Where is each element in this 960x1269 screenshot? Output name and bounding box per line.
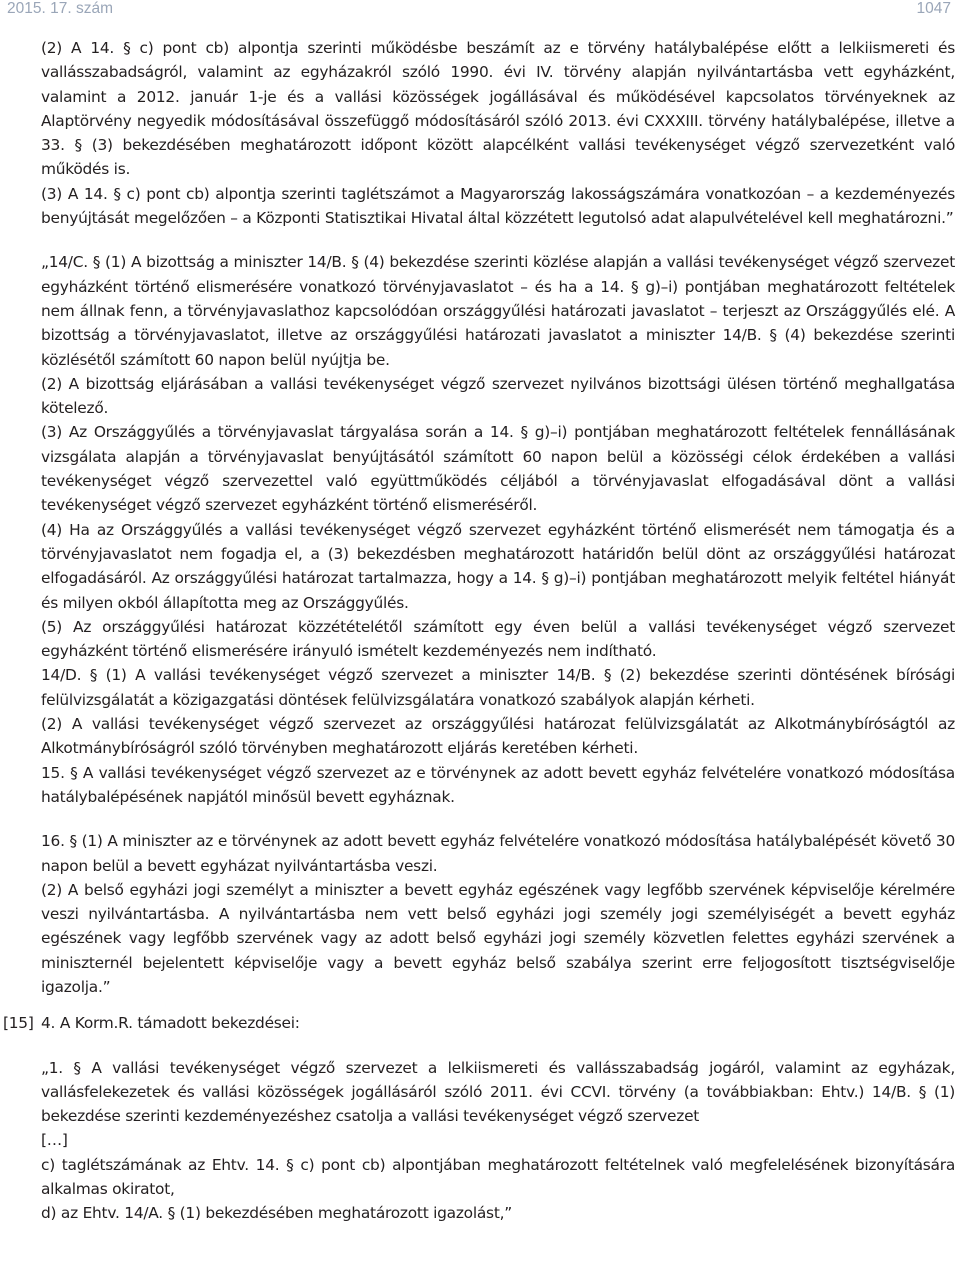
paragraph-16-2: (2) A belső egyházi jogi személyt a miniszter a bevett egyház egészének vagy legfőbb szervének képviselője kérelmére veszi nyilvántartásba. A nyilvántartásba nem vett belső egyházi jogi személy jogi személyiségét a bevett egyház egészének vagy legfőbb szervének vagy az adott belső egyházi jogi személy közvetlen felettes egyházi szervének a miniszternél bejelentett képviselője vagy a bevett egyház belső szabálya szerint erre feljogosított tisztségviselője igazolja.” [41,880,955,996]
paragraph-14b-2: (2) A 14. § c) pont cb) alpontja szerinti működésbe beszámít az e törvény hatálybalépése előtt a lelkiismereti és vallásszabadságról, valamint az egyházakról szóló 1990. évi IV. törvény alapján nyilvántartásba vett egyházként, valamint a 2012. január 1-je és a vallási közösségek jogállásával és működésével kapcsolatos törvényeknek az Alaptörvény negyedik módosításával összefüggő módosításáról szóló 2013. évi CXXXIII. törvény hatálybalépése, illetve a 33. § (3) bekezdésében meghatározott időpont között alapcélként vallási tevékenységet végző szervezetként való működés is. [41,39,955,179]
document-body [3,36,955,1226]
page-number: 1047 [916,0,951,17]
paragraph-14d-2: (2) A vallási tevékenységet végző szervezet az országgyűlési határozat felülvizsgálatát az Alkotmánybíróságtól az Alkotmánybíróságról szóló törvényben meghatározott eljárás keretében kérheti. [41,715,955,758]
paragraph-15: 15. § A vallási tevékenységet végző szervezet az e törvénynek az adott bevett egyház felvételére vonatkozó módosítása hatálybalépésének napjától minősül bevett egyháznak. [41,763,955,806]
paragraph-16-1: 16. § (1) A miniszter az e törvénynek az adott bevett egyház felvételére vonatkozó módosítása hatálybalépését követő 30 napon belül a bevett egyházat nyilvántartásba veszi. [41,832,955,875]
paragraph-14c-5: (5) Az országgyűlési határozat közzétételétől számított egy éven belül a vallási tevékenységet végző szervezet egyházként történő elismerésére irányuló ismételt kezdeményezés nem indítható. [41,617,955,661]
quoted-point-d: d) az Ehtv. 14/A. § (1) bekezdésében meghatározott igazolást,” [41,1204,512,1223]
paragraph-14d-1: 14/D. § (1) A vallási tevékenységet végző szervezet a miniszter 14/B. § (2) bekezdése szerinti döntésének bírósági felülvizsgálatát a közigazgatási döntések felülvizsgálatára vonatkozó szabályok alapján kérheti. [41,666,955,709]
quoted-paragraph-1: „1. § A vallási tevékenységet végző szervezet a lelkiismereti és vallásszabadság jogáról, valamint az egyházak, vallásfelekezetek és vallási közösségek jogállásáról szóló 2011. évi CCVI. törvény (a továbbiakban: Ehtv.) 14/B. § (1) bekezdése szerinti kezdeményezéshez csatolja a vallási tevékenységet végző szervezet [41,1058,955,1126]
ellipsis: […] [41,1131,68,1150]
paragraph-14c-3: (3) Az Országgyűlés a törvényjavaslat tárgyalása során a 14. § g)–i) pontjában meghatározott feltételek fennállásának vizsgálata alapján a törvényjavaslat benyújtásától számított 60 napon belül a közösségi célok érdekében a vallási tevékenységet végző szervezettel való együttműködés céljából a törvényjavaslat elfogadásával dönt a vallási tevékenységet végző szervezet egyházként történő elismeréséről. [41,423,955,515]
quoted-point-c: c) taglétszámának az Ehtv. 14. § c) pont cb) alpontjában meghatározott feltételnek való megfelelésének bizonyítására alkalmas okiratot, [41,1155,955,1199]
issue-label: 2015. 17. szám [7,0,113,17]
paragraph-14c-2: (2) A bizottság eljárásában a vallási tevékenységet végző szervezet nyilvános bizottsági ülésen történő meghallgatása kötelező. [41,374,955,418]
paragraph-14c-1: „14/C. § (1) A bizottság a miniszter 14/B. § (4) bekezdése szerinti közlése alapján a vallási tevékenységet végző szervezet egyházként történő elismerésére vonatkozó törvényjavaslatot – és ha a 14. § g)–i) pontjában meghatározott feltételek nem állnak fenn, a törvényjavaslathoz kapcsolódóan országgyűlési határozati javaslatot – terjeszt az Országgyűlés elé. A bizottság a törvényjavaslatot, illetve az országgyűlési határozati javaslatot a miniszter 14/B. § (4) bekezdése szerinti közlésétől számított 60 napon belül nyújtja be. [41,253,955,369]
paragraph-marker: [15] [3,1014,34,1033]
running-header [0,0,960,22]
numbered-section-15 [3,1011,955,1035]
paragraph-14c-4: (4) Ha az Országgyűlés a vallási tevékenységet végző szervezet egyházként történő elismerését nem támogatja és a törvényjavaslatot nem fogadja el, a (3) bekezdésben meghatározott határidőn belül dönt az országgyűlési határozat elfogadásáról. Az országgyűlési határozat tartalmazza, hogy a 14. § g)–i) pontjában meghatározott melyik feltétel hiányát és milyen okból állapította meg az Országgyűlés. [41,520,955,612]
paragraph-14b-3: (3) A 14. § c) pont cb) alpontja szerinti taglétszámot a Magyarország lakosságszámára vonatkozóan – a kezdeményezés benyújtását megelőzően – a Központi Statisztikai Hivatal által közzétett legutolsó adat alapulvételével kell meghatározni.” [41,184,955,228]
section-heading: 4. A Korm.R. támadott bekezdései: [41,1014,300,1033]
